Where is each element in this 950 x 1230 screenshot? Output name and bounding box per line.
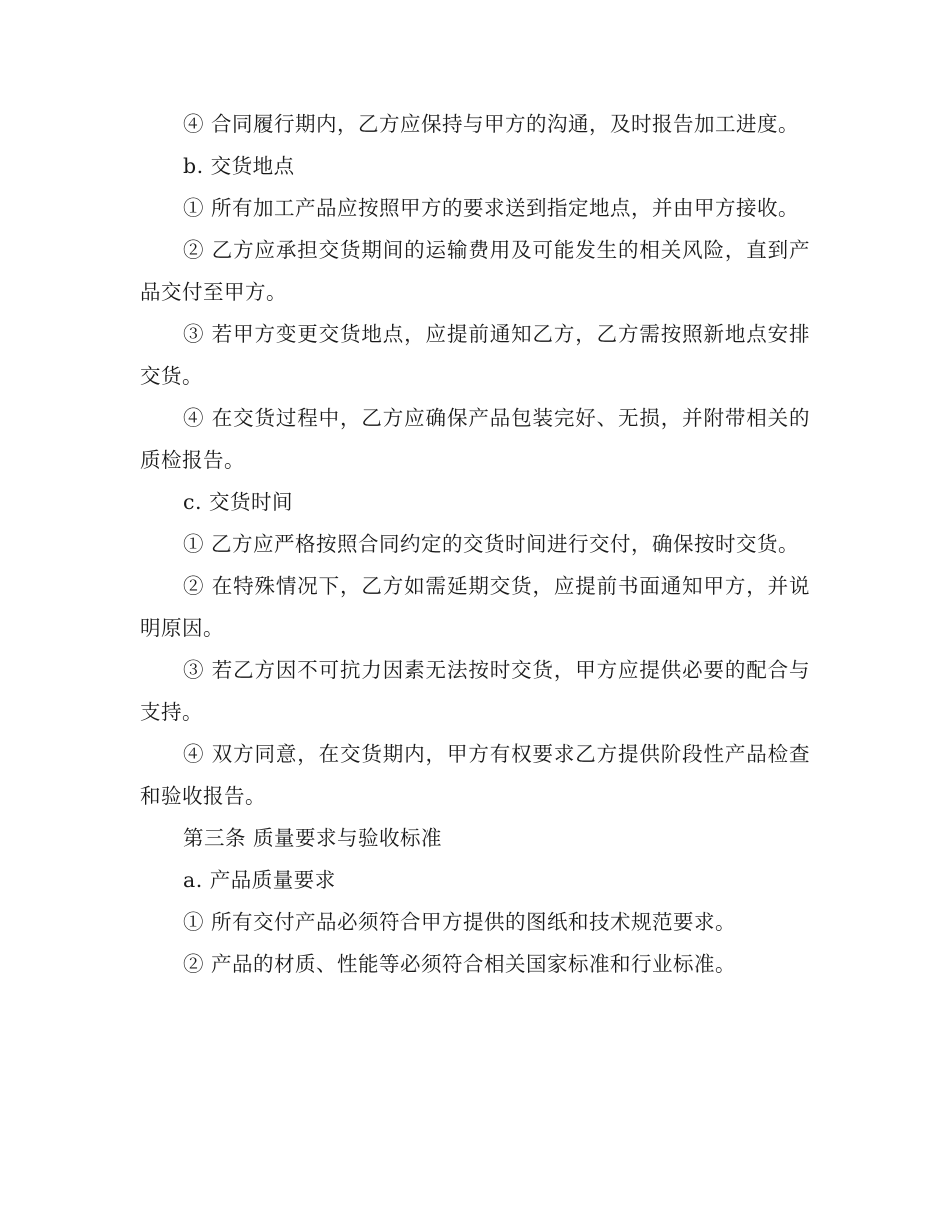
heading-quality-requirements: a. 产品质量要求	[183, 868, 336, 892]
paragraph-delivery-time-1: ① 乙方应严格按照合同约定的交货时间进行交付，确保按时交货。	[183, 532, 800, 556]
paragraph-delivery-time-2: ② 在特殊情况下，乙方如需延期交货，应提前书面通知甲方，并说明原因。	[140, 574, 810, 640]
heading-article-three: 第三条 质量要求与验收标准	[183, 826, 443, 850]
paragraph-delivery-time-3: ③ 若乙方因不可抗力因素无法按时交货，甲方应提供必要的配合与支持。	[140, 658, 810, 724]
paragraph-quality-1: ① 所有交付产品必须符合甲方提供的图纸和技术规范要求。	[183, 910, 737, 934]
paragraph-delivery-location-1: ① 所有加工产品应按照甲方的要求送到指定地点，并由甲方接收。	[183, 196, 800, 220]
heading-delivery-time: c. 交货时间	[183, 490, 294, 514]
paragraph-quality-2: ② 产品的材质、性能等必须符合相关国家标准和行业标准。	[183, 952, 737, 976]
paragraph-delivery-location-4: ④ 在交货过程中，乙方应确保产品包装完好、无损，并附带相关的质检报告。	[140, 406, 810, 472]
document-body	[140, 103, 810, 985]
heading-delivery-location: b. 交货地点	[183, 154, 295, 178]
paragraph-delivery-time-4: ④ 双方同意，在交货期内，甲方有权要求乙方提供阶段性产品检查和验收报告。	[140, 742, 810, 808]
paragraph-progress-report: ④ 合同履行期内，乙方应保持与甲方的沟通，及时报告加工进度。	[183, 112, 800, 136]
paragraph-delivery-location-2: ② 乙方应承担交货期间的运输费用及可能发生的相关风险，直到产品交付至甲方。	[140, 238, 810, 304]
paragraph-delivery-location-3: ③ 若甲方变更交货地点，应提前通知乙方，乙方需按照新地点安排交货。	[140, 322, 810, 388]
